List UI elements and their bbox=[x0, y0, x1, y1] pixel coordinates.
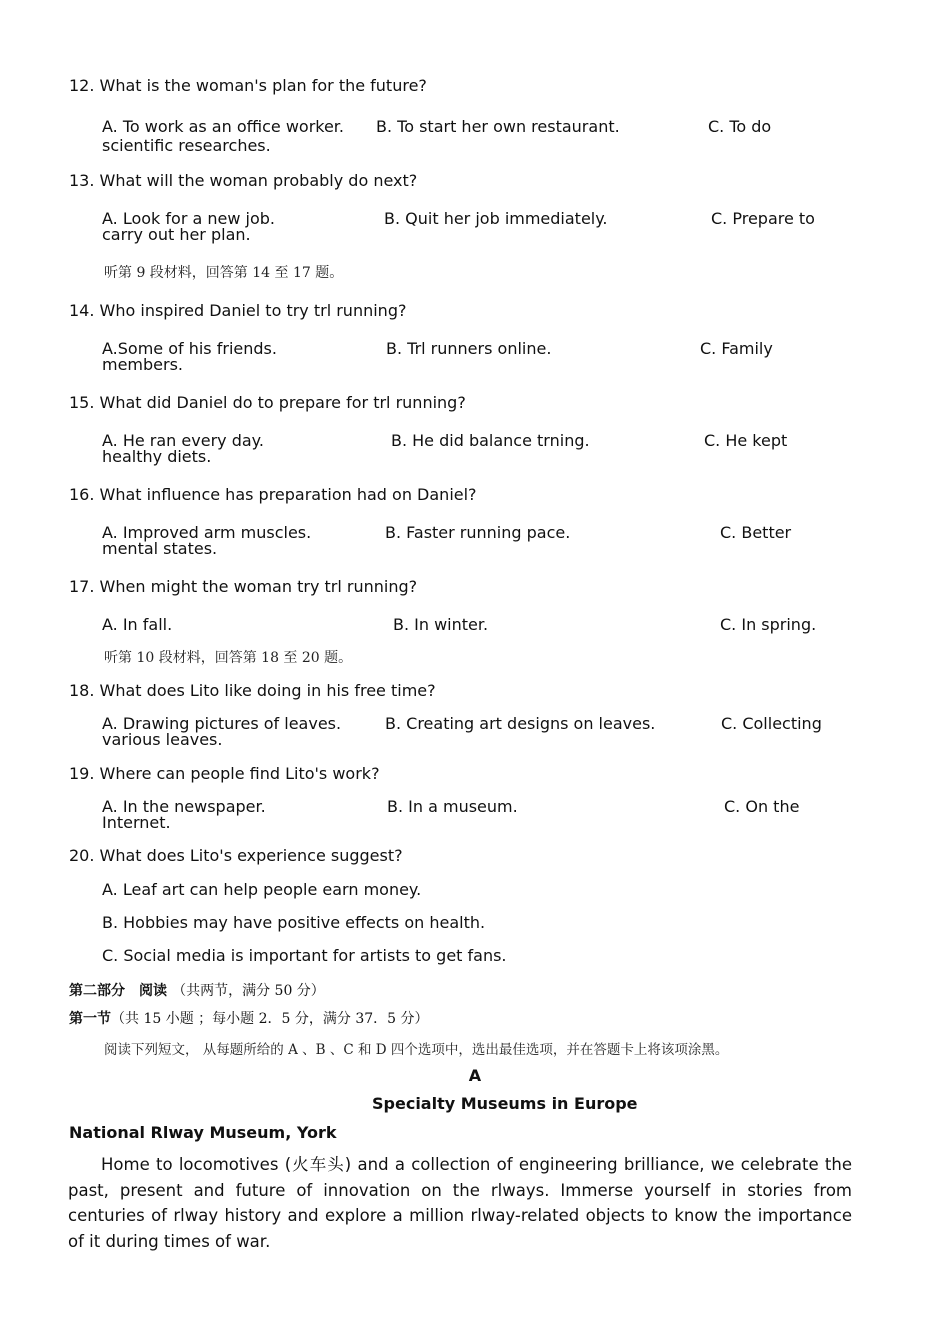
option-19c-continued: Internet. bbox=[102, 813, 171, 832]
option-20c: C. Social media is important for artists to get fans. bbox=[102, 946, 507, 965]
option-15b: B. He did balance trning. bbox=[391, 431, 590, 450]
option-12c-continued: scientific researches. bbox=[102, 136, 271, 155]
question-17: 17. When might the woman try trl running? bbox=[69, 577, 418, 596]
section-10-instruction: 听第 10 段材料，回答第 18 至 20 题。 bbox=[104, 650, 353, 666]
part-2-note: （共两节，满分 50 分） bbox=[172, 983, 325, 999]
passage-letter: A bbox=[468, 1066, 482, 1085]
option-14c: C. Family bbox=[700, 339, 773, 358]
option-13c: C. Prepare to bbox=[711, 209, 815, 228]
question-18: 18. What does Lito like doing in his free time? bbox=[69, 681, 436, 700]
option-16b: B. Faster running pace. bbox=[385, 523, 571, 542]
question-15: 15. What did Daniel do to prepare for trl running? bbox=[69, 393, 466, 412]
question-12: 12. What is the woman's plan for the future? bbox=[69, 76, 427, 95]
option-13b: B. Quit her job immediately. bbox=[384, 209, 608, 228]
option-19b: B. In a museum. bbox=[387, 797, 518, 816]
option-20b: B. Hobbies may have positive effects on health. bbox=[102, 913, 486, 932]
part-2-heading bbox=[69, 980, 325, 1000]
question-13: 13. What will the woman probably do next? bbox=[69, 171, 418, 190]
question-19: 19. Where can people find Lito's work? bbox=[69, 764, 380, 783]
option-18c-continued: various leaves. bbox=[102, 730, 223, 749]
option-16a: A. Improved arm muscles. bbox=[102, 523, 312, 542]
passage-title: Specialty Museums in Europe bbox=[372, 1094, 638, 1113]
section-1-heading bbox=[69, 1008, 429, 1028]
option-17c: C. In spring. bbox=[720, 615, 817, 634]
option-14c-continued: members. bbox=[102, 355, 184, 374]
question-20: 20. What does Lito's experience suggest? bbox=[69, 846, 403, 865]
section-1-title: 第一节 bbox=[69, 1011, 111, 1027]
option-14b: B. Trl runners online. bbox=[386, 339, 552, 358]
option-15c: C. He kept bbox=[704, 431, 788, 450]
option-18b: B. Creating art designs on leaves. bbox=[385, 714, 656, 733]
option-12c: C. To do bbox=[708, 117, 772, 136]
option-13c-continued: carry out her plan. bbox=[102, 225, 251, 244]
passage-paragraph: Home to locomotives (火车头) and a collection of engineering brilliance, we celebrate the past, present and future of innovation on the rlways. Immerse yourself in stories from centuries of rlway history and explore a million rlway-related objects to know the importance of it during times of war. bbox=[68, 1155, 852, 1251]
option-18c: C. Collecting bbox=[721, 714, 822, 733]
option-19c: C. On the bbox=[724, 797, 800, 816]
option-18a: A. Drawing pictures of leaves. bbox=[102, 714, 342, 733]
option-20a: A. Leaf art can help people earn money. bbox=[102, 880, 422, 899]
option-16c-continued: mental states. bbox=[102, 539, 218, 558]
part-2-title: 第二部分 阅读 bbox=[69, 983, 167, 999]
section-1-note: （共 15 小题 ；每小题 2．5 分，满分 37．5 分） bbox=[111, 1011, 429, 1027]
option-17b: B. In winter. bbox=[393, 615, 489, 634]
option-14a: A.Some of his friends. bbox=[102, 339, 277, 358]
option-12a: A. To work as an office worker. bbox=[102, 117, 344, 136]
reading-instruction: 阅读下列短文， 从每题所给的 A 、B 、C 和 D 四个选项中，选出最佳选项，并在答题卡上将该项涂黑。 bbox=[104, 1042, 729, 1058]
option-12b: B. To start her own restaurant. bbox=[376, 117, 620, 136]
question-14: 14. Who inspired Daniel to try trl running? bbox=[69, 301, 407, 320]
question-16: 16. What influence has preparation had on Daniel? bbox=[69, 485, 477, 504]
option-15a: A. He ran every day. bbox=[102, 431, 264, 450]
option-15c-continued: healthy diets. bbox=[102, 447, 212, 466]
option-16c: C. Better bbox=[720, 523, 792, 542]
section-9-instruction: 听第 9 段材料，回答第 14 至 17 题。 bbox=[104, 265, 344, 281]
option-19a: A. In the newspaper. bbox=[102, 797, 266, 816]
passage-subheading: National Rlway Museum, York bbox=[69, 1123, 337, 1142]
option-13a: A. Look for a new job. bbox=[102, 209, 276, 228]
option-17a: A. In fall. bbox=[102, 615, 173, 634]
